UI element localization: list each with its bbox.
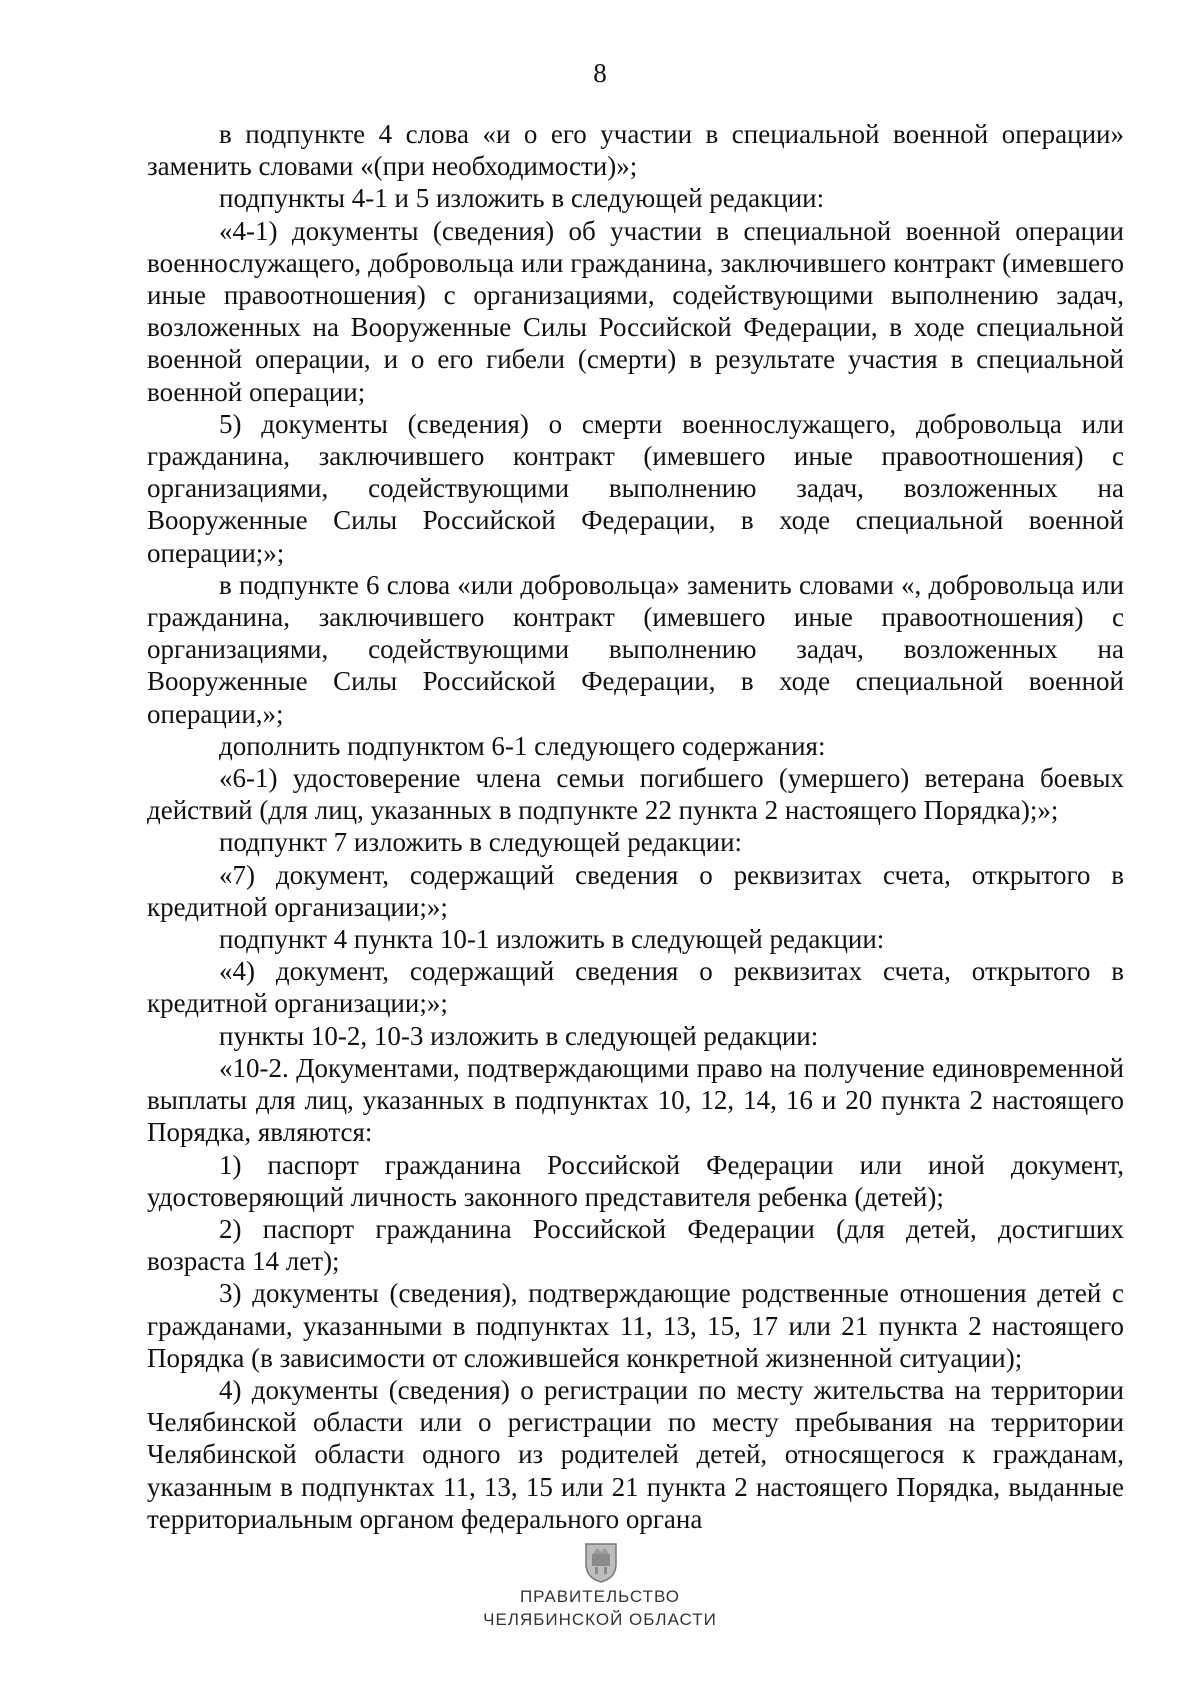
paragraph: пункты 10-2, 10-3 изложить в следующей редакции:: [219, 1020, 819, 1051]
paragraph: 3) документы (сведения), подтверждающие родственные отношения детей с гражданами, указанными в подпунктах 11, 13, 15, 17 или 21 пункта 2 настоящего Порядка (в зависимости от сложившейся конкретной жизненной ситуации);: [147, 1278, 1124, 1373]
paragraph: «4) документ, содержащий сведения о реквизитах счета, открытого в кредитной организации;»;: [147, 956, 1124, 1019]
paragraph: «7) документ, содержащий сведения о реквизитах счета, открытого в кредитной организации;»;: [147, 859, 1124, 922]
document-body: [147, 118, 1124, 1535]
page-number: 8: [593, 58, 607, 88]
paragraph: подпункты 4-1 и 5 изложить в следующей редакции:: [219, 183, 825, 214]
paragraph: 4) документы (сведения) о регистрации по месту жительства на территории Челябинской области или о регистрации по месту пребывания на территории Челябинской области одного из родителей детей, относящегося к гражданам, указанным в подпунктах 11, 13, 15 или 21 пункта 2 настоящего Порядка, выданные территориальным органом федерального органа: [147, 1374, 1124, 1534]
paragraph: 5) документы (сведения) о смерти военнослужащего, добровольца или гражданина, заключившего контракт (имевшего иные правоотношения) с организациями, содействующими выполнению задач, возложенных на Вооруженные Силы Российской Федерации, в ходе специальной военной операции;»;: [147, 408, 1124, 568]
paragraph: «6-1) удостоверение члена семьи погибшего (умершего) ветерана боевых действий (для лиц, указанных в подпункте 22 пункта 2 настоящего Порядка);»;: [147, 763, 1124, 826]
paragraph: в подпункте 4 слова «и о его участии в специальной военной операции» заменить словами «(при необходимости)»;: [147, 119, 1124, 182]
paragraph: 2) паспорт гражданина Российской Федерации (для детей, достигших возраста 14 лет);: [147, 1213, 1124, 1277]
paragraph: подпункт 4 пункта 10-1 изложить в следующей редакции:: [219, 924, 885, 955]
footer-line: ПРАВИТЕЛЬСТВО: [519, 1587, 681, 1606]
paragraph: дополнить подпунктом 6-1 следующего содержания:: [219, 730, 826, 761]
paragraph: подпункт 7 изложить в следующей редакции:: [219, 827, 743, 858]
paragraph: 1) паспорт гражданина Российской Федерации или иной документ, удостоверяющий личность законного представителя ребенка (детей);: [147, 1149, 1124, 1212]
paragraph: «10-2. Документами, подтверждающими право на получение единовременной выплаты для лиц, указанных в подпунктах 10, 12, 14, 16 и 20 пункта 2 настоящего Порядка, являются:: [147, 1052, 1124, 1148]
coat-of-arms-icon: [583, 1540, 619, 1584]
footer-line: ЧЕЛЯБИНСКОЙ ОБЛАСТИ: [483, 1610, 717, 1629]
footer-stamp: [0, 1585, 1200, 1631]
paragraph: в подпункте 6 слова «или добровольца» заменить словами «, добровольца или гражданина, заключившего контракт (имевшего иные правоотношения) с организациями, содействующими выполнению задач, возложенных на Вооруженные Силы Российской Федерации, в ходе специальной военной операции,»;: [147, 569, 1124, 729]
paragraph: «4-1) документы (сведения) об участии в специальной военной операции военнослужащего, добровольца или гражданина, заключившего контракт (имевшего иные правоотношения) с организациями, содействующими выполнению задач, возложенных на Вооруженные Силы Российской Федерации, в ходе специальной военной операции, и о его гибели (смерти) в результате участия в специальной военной операции;: [147, 215, 1124, 407]
